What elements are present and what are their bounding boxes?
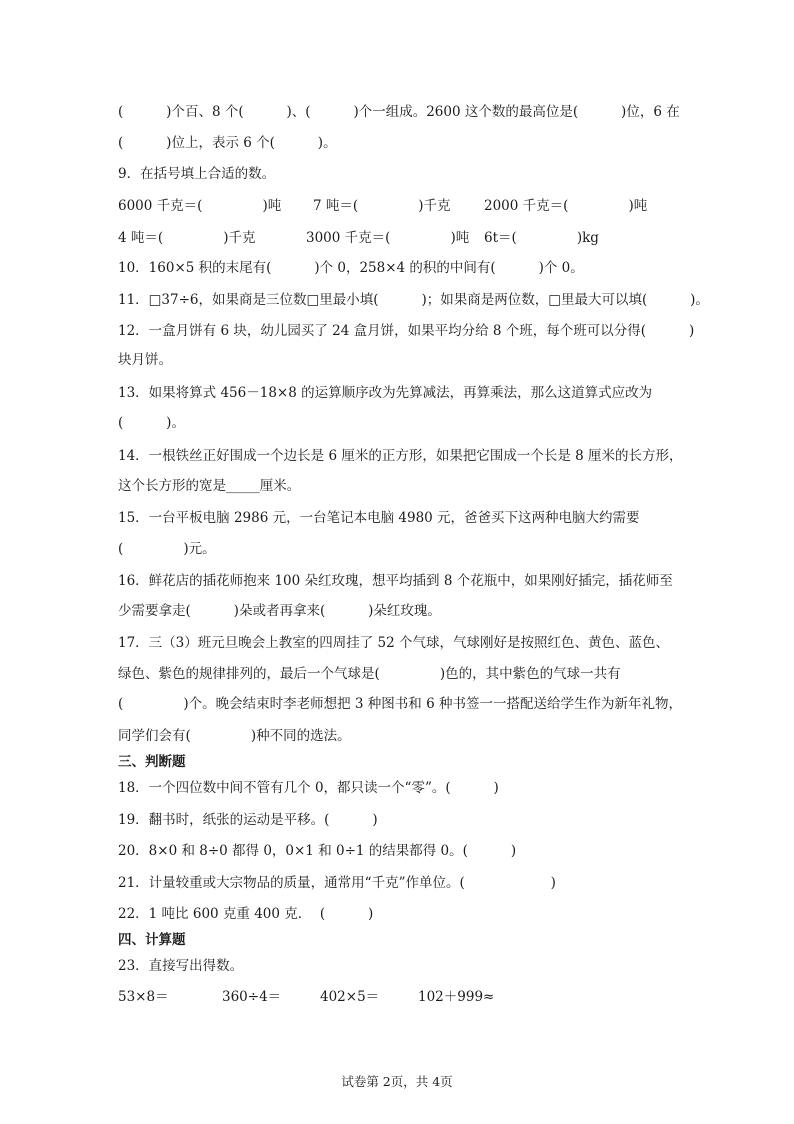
q15-line-1: 15．一台平板电脑 2986 元，一台笔记本电脑 4980 元，爸爸买下这两种电脑大约需要: [118, 510, 640, 526]
q15-line-2: ( )元。: [118, 541, 216, 557]
q12-line-1: 12．一盒月饼有 6 块，幼儿园买了 24 盒月饼，如果平均分给 8 个班，每个班可以分得( ): [118, 323, 695, 339]
section-calculation-heading: 四、计算题: [118, 932, 186, 948]
q9-conv-4: 4 吨＝( )千克: [118, 230, 256, 246]
q14-line-2: 这个长方形的宽是_____厘米。: [118, 478, 301, 494]
q13-line-2: ( )。: [118, 415, 185, 431]
q12-line-2: 块月饼。: [118, 352, 172, 368]
q22: 22．1 吨比 600 克重 400 克． ( ): [118, 906, 374, 922]
q19: 19．翻书时，纸张的运动是平移。( ): [118, 812, 378, 828]
calc-item-1: 53×8＝: [118, 989, 169, 1005]
q10: 10．160×5 积的末尾有( )个 0，258×4 的积的中间有( )个 0。: [118, 260, 584, 276]
q9-conv-2: 7 吨＝( )千克: [313, 198, 451, 214]
q14-line-1: 14．一根铁丝正好围成一个边长是 6 厘米的正方形，如果把它围成一个长是 8 厘米的长方形，: [118, 448, 683, 464]
q20: 20．8×0 和 8÷0 都得 0，0×1 和 0÷1 的结果都得 0。( ): [118, 843, 517, 859]
calc-item-2: 360÷4＝: [222, 989, 282, 1005]
q9-conv-3: 2000 千克＝( )吨: [484, 198, 648, 214]
q9-conv-6: 6t＝( )kg: [484, 230, 599, 246]
q16-line-1: 16．鲜花店的插花师抱来 100 朵红玫瑰，想平均插到 8 个花瓶中，如果刚好插完，插花师至: [118, 573, 673, 589]
q13-line-1: 13．如果将算式 456－18×8 的运算顺序改为先算减法，再算乘法，那么这道算式应改为: [118, 385, 653, 401]
calc-item-3: 402×5＝: [320, 989, 380, 1005]
q23-title: 23．直接写出得数。: [118, 958, 244, 974]
q9-conv-1: 6000 千克＝( )吨: [118, 198, 282, 214]
q17-line-4: 同学们会有( )种不同的选法。: [118, 728, 351, 744]
q17-line-3: ( )个。晚会结束时李老师想把 3 种图书和 6 种书签一一搭配送给学生作为新年礼物，: [118, 696, 682, 712]
q9-title: 9．在括号填上合适的数。: [118, 166, 276, 182]
q8-line-2: ( )位上，表示 6 个( )。: [118, 135, 337, 151]
q8-line-1: ( )个百、8 个( )、( )个一组成。2600 这个数的最高位是( )位，6 在: [118, 104, 680, 120]
q16-line-2: 少需要拿走( )朵或者再拿来( )朵红玫瑰。: [118, 603, 441, 619]
section-judgement-heading: 三、判断题: [118, 754, 186, 770]
q18: 18．一个四位数中间不管有几个 0，都只读一个“零”。( ): [118, 780, 499, 796]
page-footer: 试卷第 2页，共 4页: [341, 1074, 453, 1089]
q21: 21．计量较重或大宗物品的质量，通常用“千克”作单位。( ): [118, 875, 556, 891]
q17-line-2: 绿色、紫色的规律排列的，最后一个气球是( )色的，其中紫色的气球一共有: [118, 666, 621, 682]
calc-item-4: 102＋999≈: [418, 989, 495, 1005]
q9-conv-5: 3000 千克＝( )吨: [306, 230, 470, 246]
q11: 11．□37÷6，如果商是三位数□里最小填( )；如果商是两位数，□里最大可以填( )。: [118, 292, 709, 308]
q17-line-1: 17．三（3）班元旦晚会上教室的四周挂了 52 个气球，气球刚好是按照红色、黄色、蓝色、: [118, 635, 670, 651]
